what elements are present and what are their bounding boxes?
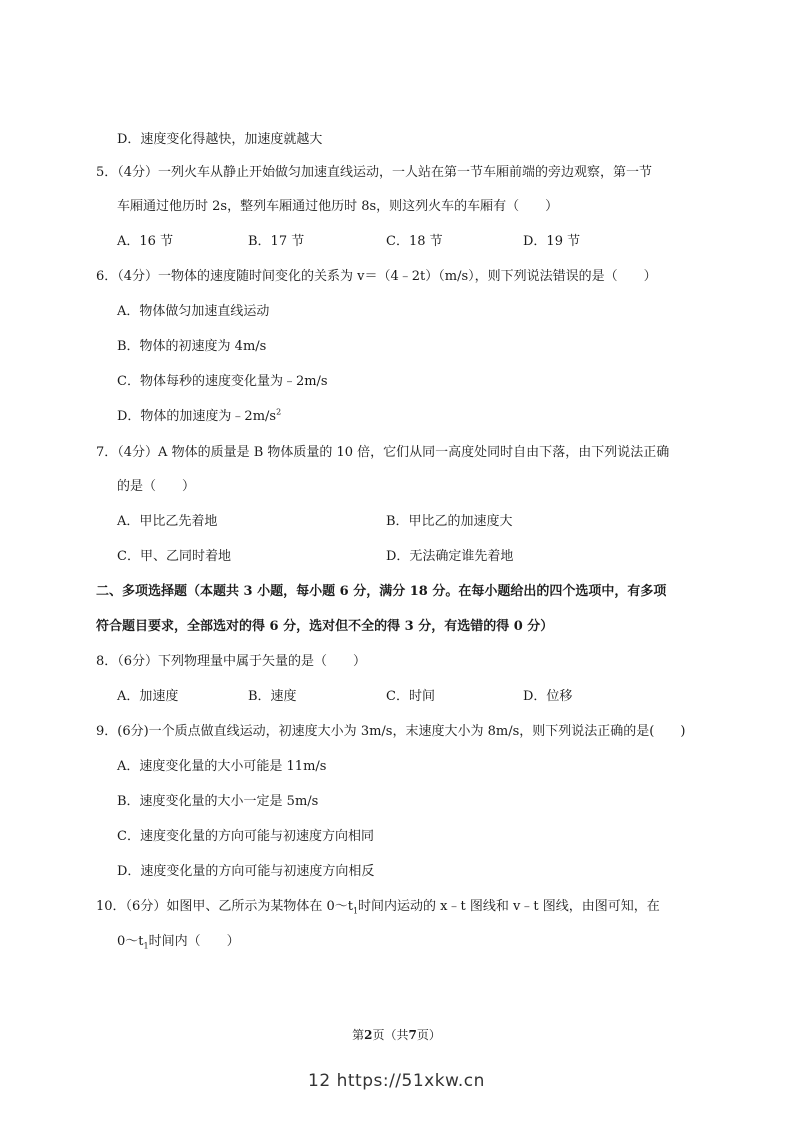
q7-stem-line1: 7．（4分）A 物体的质量是 B 物体质量的 10 倍，它们从同一高度处同时自由下落，由下列说法正确 [96,445,670,460]
footer-total-pages: 7 [408,1028,417,1042]
q6-option-d-text: D．物体的加速度为﹣2m/s [117,409,277,424]
q6-option-a: A．物体做匀加速直线运动 [117,304,270,319]
watermark-url: 12 https://51xkw.cn [308,1071,485,1091]
q6-option-c: C．物体每秒的速度变化量为﹣2m/s [117,374,328,389]
q8-option-a: A．加速度 [117,689,179,704]
q10-stem-line2-b: 时间内（ ） [148,934,240,949]
q8-option-b: B．速度 [248,689,297,704]
footer-prefix: 第 [352,1028,365,1042]
q9-option-a: A．速度变化量的大小可能是 11m/s [117,759,327,774]
footer-suffix: 页） [416,1028,441,1042]
q9-option-c: C．速度变化量的方向可能与初速度方向相同 [117,829,374,844]
q5-stem-line2: 车厢通过他历时 2s，整列车厢通过他历时 8s，则这列火车的车厢有（ ） [117,199,559,214]
q7-option-b: B．甲比乙的加速度大 [386,514,513,529]
q10-stem-line1-a: 10．（6分）如图甲、乙所示为某物体在 0～t [96,899,353,914]
q8-stem: 8．（6分）下列物理量中属于矢量的是（ ） [96,654,367,669]
q8-option-c: C．时间 [386,689,435,704]
q5-option-b: B．17 节 [248,234,305,249]
q6-option-b: B．物体的初速度为 4m/s [117,339,267,354]
q5-option-d: D．19 节 [523,234,581,249]
q5-stem-line1: 5．（4分）一列火车从静止开始做匀加速直线运动，一人站在第一节车厢前端的旁边观察，第一节 [96,165,653,180]
q8-option-d: D．位移 [523,689,573,704]
q10-stem-line2-a: 0～t [117,934,144,949]
q10-stem-line2-subscript: 1 [143,941,149,951]
q4-option-d: D．速度变化得越快，加速度就越大 [117,132,323,147]
q6-option-d [117,408,281,426]
q10-stem-line1 [96,898,660,916]
q7-option-c: C．甲、乙同时着地 [117,549,231,564]
q5-option-a: A．16 节 [117,234,174,249]
q6-option-d-exponent: 2 [276,407,282,417]
q7-stem-line2: 的是（ ） [117,479,196,494]
q10-stem-line1-b: 时间内运动的 x﹣t 图线和 v﹣t 图线，由图可知，在 [358,899,660,914]
q9-option-b: B．速度变化量的大小一定是 5m/s [117,794,319,809]
q9-option-d: D．速度变化量的方向可能与初速度方向相反 [117,864,375,879]
q7-option-d: D．无法确定谁先着地 [386,549,514,564]
q7-option-a: A．甲比乙先着地 [117,514,218,529]
q5-option-c: C．18 节 [386,234,443,249]
section2-heading-line2: 符合题目要求，全部选对的得 6 分，选对但不全的得 3 分，有选错的得 0 分） [96,619,554,634]
page-footer [0,1026,793,1043]
footer-page-number: 2 [364,1028,373,1042]
q9-stem: 9．(6分)一个质点做直线运动，初速度大小为 3m/s，末速度大小为 8m/s，则下列说法正确的是( ) [96,724,686,739]
q10-stem-line2 [117,933,240,951]
footer-mid: 页（共 [372,1028,409,1042]
section2-heading-line1: 二、多项选择题（本题共 3 小题，每小题 6 分，满分 18 分。在每小题给出的四个选项中，有多项 [96,584,667,599]
q10-stem-line1-subscript: 1 [352,906,359,916]
q6-stem: 6．（4分）一物体的速度随时间变化的关系为 v＝（4﹣2t）（m/s），则下列说法错误的是（ ） [96,269,657,284]
